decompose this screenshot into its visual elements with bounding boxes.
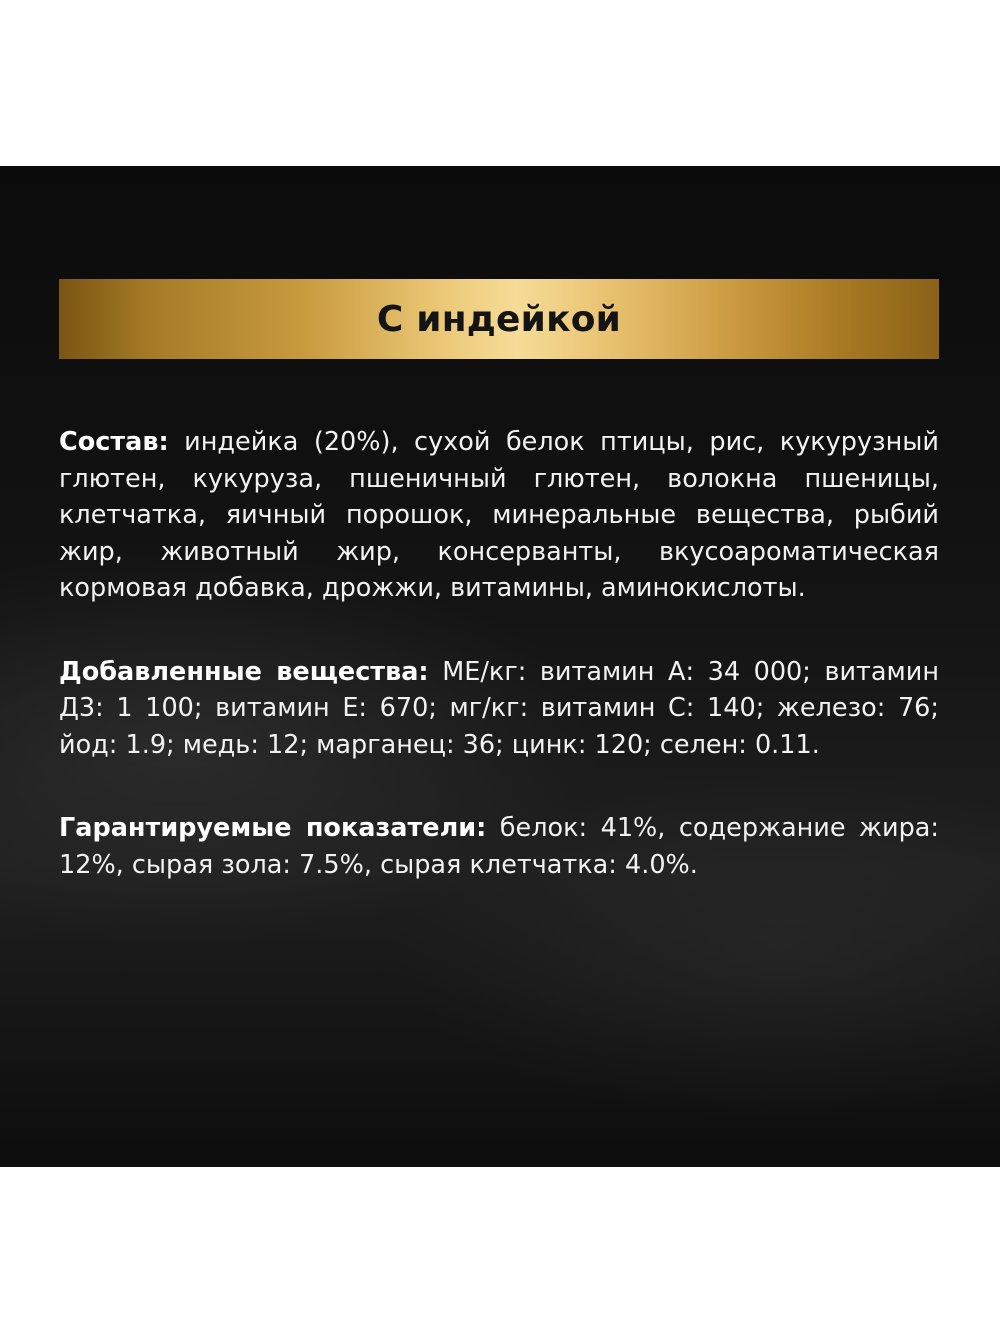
title-banner [59,279,939,359]
product-description [59,424,939,930]
banner-title: С индейкой [376,298,622,340]
guaranteed-values-text: белок: 41%, содержание жира: 12%, сырая зола: 7.5%, сырая клетчатка: 4.0%. [59,813,939,880]
additives-paragraph [59,654,939,764]
guaranteed-values-label: Гарантируемые показатели: [59,813,487,843]
product-info-panel [0,166,1000,1167]
additives-label: Добавленные вещества: [59,656,429,687]
composition-paragraph [59,424,939,607]
composition-text: индейка (20%), сухой белок птицы, рис, кукурузный глютен, кукуруза, пшеничный глютен, волокна пшеницы, клетчатка, яичный порошок, минеральные вещества, рыбий жир, животный жир, консерванты, вкусоароматическая кормовая добавка, дрожжи, витамины, аминокислоты. [59,427,939,603]
guaranteed-values-paragraph [59,810,939,883]
additives-text: МЕ/кг: витамин А: 34 000; витамин Д3: 1 100; витамин Е: 670; мг/кг: витамин С: 140; железо: 76; йод: 1.9; медь: 12; марганец: 36; цинк: 120; селен: 0.11. [59,656,940,760]
composition-label: Состав: [59,427,169,457]
